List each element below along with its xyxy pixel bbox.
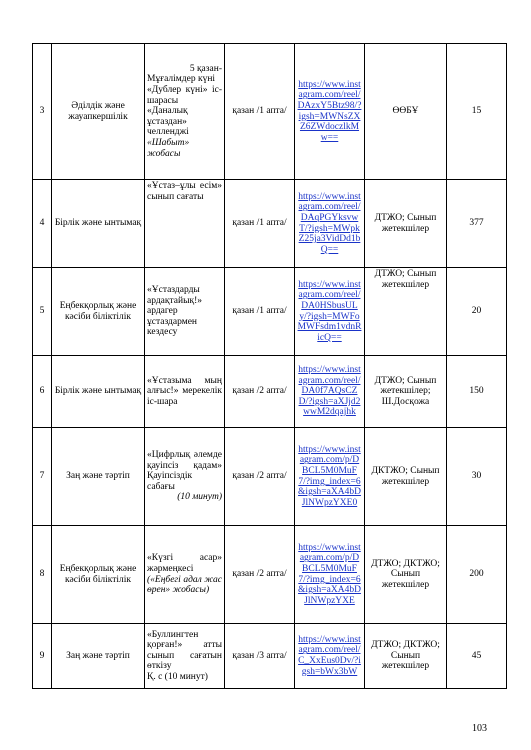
row-number: 8 xyxy=(33,526,52,624)
count-cell: 150 xyxy=(447,356,507,428)
event-cell xyxy=(145,624,225,689)
event-line: «Дублер күні» іс-шарасы xyxy=(147,85,222,106)
date-cell: қазан /2 апта/ xyxy=(225,356,295,428)
responsible-cell: ДТЖО; Сынып жетекшілер; Ш.Досқожа xyxy=(365,356,447,428)
table-row xyxy=(33,180,507,268)
value-cell: Заң және тәртіп xyxy=(52,428,145,526)
event-line: Мұғалімдер күні xyxy=(147,74,216,85)
row-number: 4 xyxy=(33,180,52,268)
date-cell: қазан /2 апта/ xyxy=(225,428,295,526)
row-number: 5 xyxy=(33,268,52,356)
count-cell: 200 xyxy=(447,526,507,624)
responsible-cell: ӨӨБҰ xyxy=(365,44,447,180)
responsible-cell: ДТЖО; ДКТЖО; Сынып жетекшілер xyxy=(365,526,447,624)
date-cell: қазан /1 апта/ xyxy=(225,44,295,180)
instagram-link[interactable]: https://www.instagram.com/reel/DAqPGYksvwT/?igsh=MWpkZ25ja3VidDd1bQ== xyxy=(295,180,365,268)
event-line: («Еңбегі адал жас өрен» жобасы) xyxy=(147,574,222,596)
date-cell: қазан /1 апта/ xyxy=(225,180,295,268)
table-row xyxy=(33,356,507,428)
event-line: «Ұстаз–ұлы есім» сынып сағаты xyxy=(147,181,222,202)
event-cell xyxy=(145,44,225,180)
row-number: 7 xyxy=(33,428,52,526)
instagram-link[interactable]: https://www.instagram.com/reel/C_XxEus0Dv/?igsh=bWx3bW xyxy=(295,624,365,689)
count-cell: 15 xyxy=(447,44,507,180)
instagram-link[interactable]: https://www.instagram.com/p/DBCL5M0MuF7/?img_index=6&igsh=aXA4bDJlNWpzYXE xyxy=(295,526,365,624)
responsible-cell: ДТЖО; Сынып жетекшілер xyxy=(365,268,447,356)
page-number: 103 xyxy=(472,723,487,734)
row-number: 9 xyxy=(33,624,52,689)
value-cell: Заң және тәртіп xyxy=(52,624,145,689)
event-cell xyxy=(145,268,225,356)
activities-table xyxy=(32,43,507,689)
table-row xyxy=(33,526,507,624)
responsible-cell: ДТЖО; Сынып жетекшілер xyxy=(365,180,447,268)
event-line: Қ. с (10 минут) xyxy=(147,671,208,682)
value-cell: Бірлік және ынтымақ xyxy=(52,356,145,428)
instagram-link[interactable]: https://www.instagram.com/reel/DA0f7AQsCZD/?igsh=aXJjd2wwM2dqajhk xyxy=(295,356,365,428)
instagram-link[interactable]: https://www.instagram.com/reel/DA0HSbusULy/?igsh=MWFoMWFsdm1vdnRicQ== xyxy=(295,268,365,356)
event-line: (10 минут) xyxy=(177,492,222,503)
date-cell: қазан /2 апта/ xyxy=(225,526,295,624)
value-cell: Әділдік және жауапкершілік xyxy=(52,44,145,180)
instagram-link[interactable]: https://www.instagram.com/reel/DAzxY5Btz98/?igsh=MWNsZXZ6ZWdoczlkMw== xyxy=(295,44,365,180)
table-row xyxy=(33,44,507,180)
count-cell: 30 xyxy=(447,428,507,526)
value-cell: Бірлік және ынтымақ xyxy=(52,180,145,268)
row-number: 3 xyxy=(33,44,52,180)
event-cell xyxy=(145,180,225,268)
table-row xyxy=(33,428,507,526)
event-line: «Шабыт» жобасы xyxy=(147,137,190,159)
event-line: «Цифрлық әлемде қауіпсіз қадам» Қауіпсіздік сабағы xyxy=(147,450,222,492)
event-line: «Күзгі асар» жәрмеңкесі xyxy=(147,553,222,574)
event-cell xyxy=(145,428,225,526)
event-line: «Буллингтен қорған!» атты сынып сағатын өткізу xyxy=(147,629,222,672)
count-cell: 45 xyxy=(447,624,507,689)
event-line: 5 қазан- xyxy=(189,63,222,74)
count-cell: 377 xyxy=(447,180,507,268)
event-line: «Даналық ұстаздан» челленджі xyxy=(147,106,189,138)
date-cell: қазан /3 апта/ xyxy=(225,624,295,689)
event-cell xyxy=(145,356,225,428)
instagram-link[interactable]: https://www.instagram.com/p/DBCL5M0MuF7/?img_index=6&igsh=aXA4bDJlNWpzYXE0 xyxy=(295,428,365,526)
table-row xyxy=(33,268,507,356)
responsible-cell: ДКТЖО; Сынып жетекшілер xyxy=(365,428,447,526)
date-cell: қазан /1 апта/ xyxy=(225,268,295,356)
row-number: 6 xyxy=(33,356,52,428)
value-cell: Еңбекқорлық және кәсіби біліктілік xyxy=(52,268,145,356)
event-line: «Ұстаздарды ардақтайық!» ардагер ұстаздармен кездесу xyxy=(147,285,202,338)
table-row xyxy=(33,624,507,689)
value-cell: Еңбекқорлық және кәсіби біліктілік xyxy=(52,526,145,624)
count-cell: 20 xyxy=(447,268,507,356)
responsible-cell: ДТЖО; ДКТЖО; Сынып жетекшілер xyxy=(365,624,447,689)
event-cell xyxy=(145,526,225,624)
event-line: «Ұстазыма мың алғыс!» мерекелік іс-шара xyxy=(147,375,222,407)
